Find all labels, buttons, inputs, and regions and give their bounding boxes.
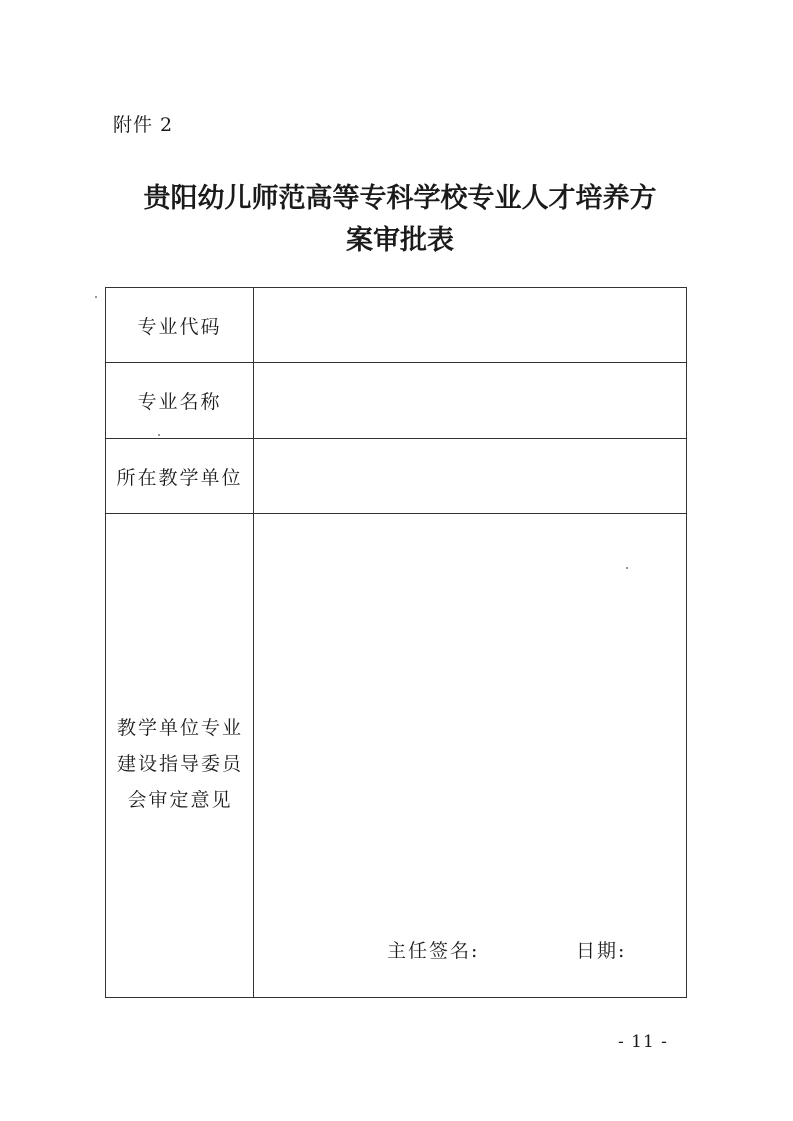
committee-opinion-label-line-2: 建设指导委员: [116, 753, 243, 775]
major-code-label: 专业代码: [106, 288, 254, 362]
page-number: - 11 -: [618, 1032, 668, 1052]
scan-speck: [626, 567, 628, 569]
committee-opinion-label-line-1: 教学单位专业: [116, 717, 243, 739]
attachment-label: 附件 2: [113, 114, 174, 136]
approval-form-table: [105, 287, 687, 998]
row-teaching-unit: [106, 439, 686, 514]
scan-speck: [158, 434, 160, 436]
committee-opinion-field[interactable]: [254, 514, 686, 997]
teaching-unit-label: 所在教学单位: [106, 439, 254, 513]
major-name-field[interactable]: [254, 363, 686, 438]
committee-opinion-label-line-3: 会审定意见: [127, 789, 233, 811]
teaching-unit-field[interactable]: [254, 439, 686, 513]
major-name-label: 专业名称: [106, 363, 254, 438]
row-committee-opinion: [106, 514, 686, 997]
row-major-code: [106, 288, 686, 363]
scan-speck: [95, 296, 97, 298]
row-major-name: [106, 363, 686, 439]
form-title-line-2: 案审批表: [346, 225, 454, 256]
form-title-line-1: 贵阳幼儿师范高等专科学校专业人才培养方: [143, 183, 657, 214]
director-signature-label: 主任签名:: [387, 940, 480, 962]
date-label: 日期:: [576, 940, 627, 962]
major-code-field[interactable]: [254, 288, 686, 362]
